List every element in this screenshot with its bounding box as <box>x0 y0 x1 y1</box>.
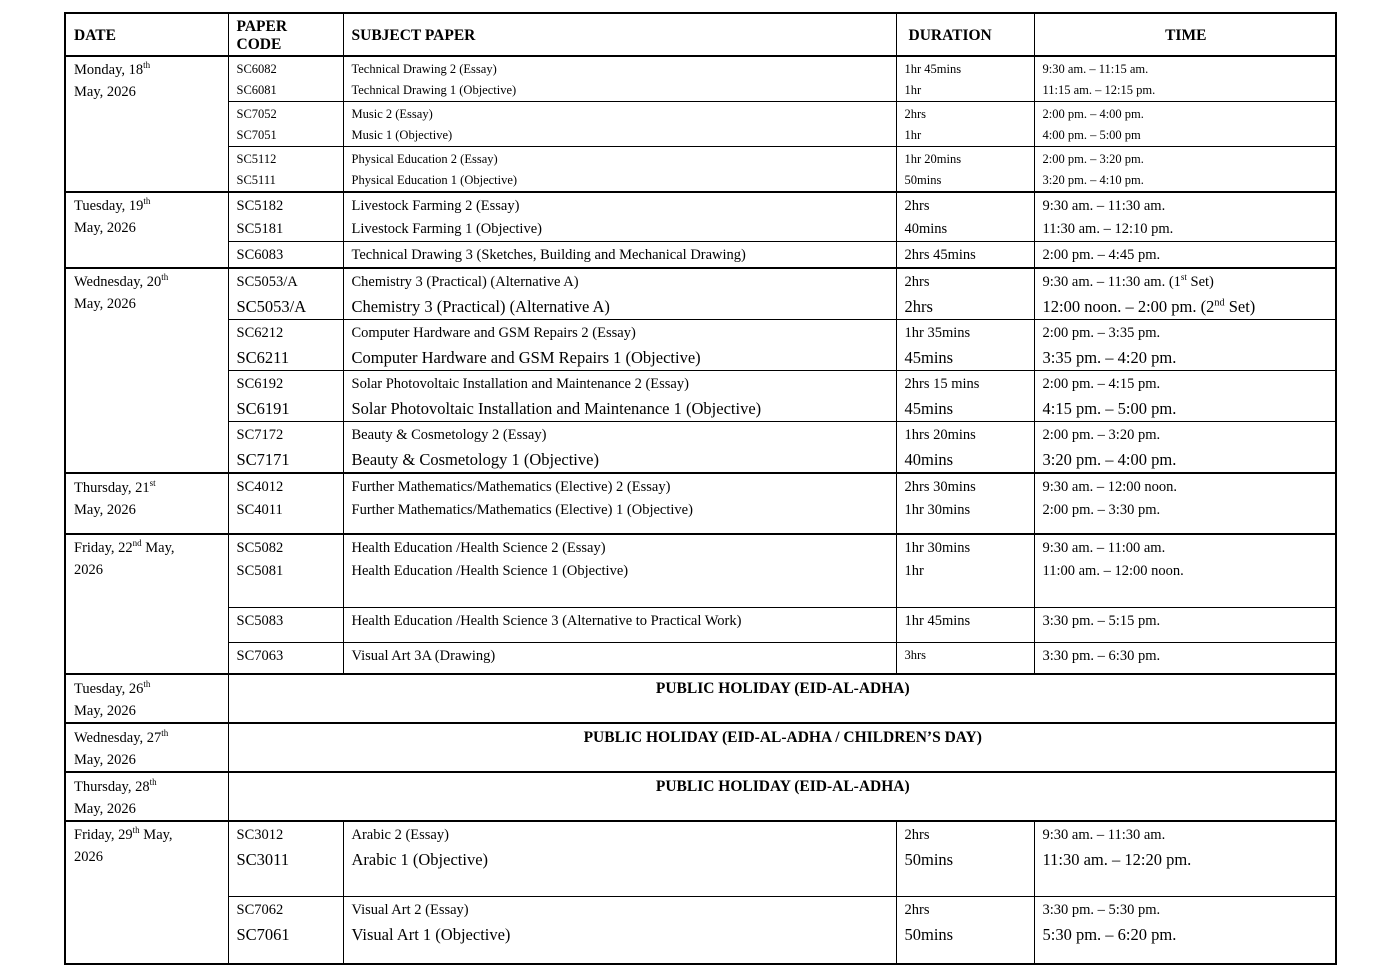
subject-cell <box>343 147 896 193</box>
duration-text: 40mins <box>904 450 954 469</box>
holiday-row <box>65 772 1336 821</box>
paper-code-text: SC5111 <box>236 173 276 187</box>
timetable-row <box>65 242 1336 269</box>
paper-code-cell <box>228 320 343 371</box>
date-cell <box>65 674 228 723</box>
date-cell <box>65 192 228 268</box>
date-text: 2026 <box>74 562 103 578</box>
header-row <box>65 13 1336 56</box>
duration-cell <box>896 56 1034 102</box>
subject-text: Technical Drawing 3 (Sketches, Building and Mechanical Drawing) <box>351 247 746 263</box>
time-text: 5:30 pm. – 6:20 pm. <box>1042 924 1177 944</box>
column-header-paper-code: PAPER CODE <box>228 13 343 56</box>
duration-text: 1hr 45mins <box>904 62 962 76</box>
paper-code-text: SC7051 <box>236 128 277 142</box>
date-cell <box>65 473 228 534</box>
paper-code-text: SC3011 <box>236 850 290 869</box>
subject-text: Beauty & Cosmetology 1 (Objective) <box>351 450 599 469</box>
holiday-text: PUBLIC HOLIDAY (EID-AL-ADHA) <box>655 680 910 697</box>
date-text: May, 2026 <box>74 801 136 817</box>
duration-text: 3hrs <box>904 647 927 662</box>
duration-text: 1hr <box>904 128 922 142</box>
time-cell <box>1034 268 1336 320</box>
time-text: 2:00 pm. – 4:45 pm. <box>1042 247 1161 263</box>
duration-text: 40mins <box>904 221 948 237</box>
time-text: 3:20 pm. – 4:00 pm. <box>1042 450 1177 469</box>
subject-text: Visual Art 3A (Drawing) <box>351 647 496 664</box>
subject-text: Physical Education 1 (Objective) <box>351 173 518 187</box>
paper-code-cell <box>228 821 343 896</box>
paper-code-text: SC6212 <box>236 325 284 341</box>
time-cell <box>1034 320 1336 371</box>
date-text: Friday, 22nd May, <box>74 538 175 556</box>
column-header-duration: DURATION <box>896 13 1034 56</box>
ordinal-superscript: th <box>143 196 151 207</box>
subject-text: Solar Photovoltaic Installation and Maintenance 1 (Objective) <box>351 399 762 418</box>
date-text: May, 2026 <box>74 84 136 100</box>
time-text: 2:00 pm. – 4:00 pm. <box>1042 107 1144 121</box>
paper-code-text: SC4011 <box>236 502 283 518</box>
time-text: 3:30 pm. – 6:30 pm. <box>1042 647 1161 664</box>
timetable-header <box>65 13 1336 56</box>
duration-text: 2hrs <box>904 198 930 214</box>
timetable-row <box>65 371 1336 422</box>
subject-text: Solar Photovoltaic Installation and Maintenance 2 (Essay) <box>351 376 689 392</box>
date-text: Monday, 18th <box>74 60 151 78</box>
paper-code-text: SC5053/A <box>236 297 307 316</box>
date-cell <box>65 56 228 192</box>
duration-cell <box>896 642 1034 674</box>
duration-cell <box>896 102 1034 147</box>
paper-code-cell <box>228 896 343 964</box>
duration-text: 2hrs <box>904 901 930 918</box>
duration-text: 50mins <box>904 850 954 869</box>
time-text: 3:20 pm. – 4:10 pm. <box>1042 173 1144 187</box>
paper-code-cell <box>228 268 343 320</box>
time-text: 9:30 am. – 11:30 am. <box>1042 198 1166 214</box>
time-cell <box>1034 102 1336 147</box>
subject-text: Chemistry 3 (Practical) (Alternative A) <box>351 274 579 290</box>
duration-cell <box>896 147 1034 193</box>
time-text: 3:30 pm. – 5:30 pm. <box>1042 901 1161 918</box>
paper-code-text: SC7062 <box>236 901 284 918</box>
ordinal-superscript: nd <box>1214 297 1225 309</box>
subject-cell <box>343 821 896 896</box>
date-cell <box>65 268 228 473</box>
time-text: 3:35 pm. – 4:20 pm. <box>1042 348 1177 367</box>
time-cell <box>1034 422 1336 474</box>
date-text: May, 2026 <box>74 220 136 236</box>
ordinal-superscript: th <box>143 60 151 71</box>
subject-cell <box>343 242 896 269</box>
duration-text: 1hr 30mins <box>904 502 971 518</box>
subject-cell <box>343 534 896 607</box>
paper-code-text: SC6211 <box>236 348 290 367</box>
subject-text: Further Mathematics/Mathematics (Elective) 2 (Essay) <box>351 479 671 495</box>
timetable-row <box>65 102 1336 147</box>
time-text: 2:00 pm. – 4:15 pm. <box>1042 376 1161 392</box>
timetable-body <box>65 56 1336 964</box>
paper-code-cell <box>228 102 343 147</box>
paper-code-text: SC7052 <box>236 107 277 121</box>
paper-code-cell <box>228 242 343 269</box>
time-text: 11:30 am. – 12:10 pm. <box>1042 221 1174 237</box>
date-text: Wednesday, 27th <box>74 728 169 746</box>
time-text: 9:30 am. – 11:00 am. <box>1042 540 1166 556</box>
ordinal-superscript: th <box>161 272 169 283</box>
paper-code-text: SC6083 <box>236 247 284 263</box>
paper-code-text: SC5112 <box>236 152 277 166</box>
timetable-row <box>65 56 1336 102</box>
paper-code-cell <box>228 147 343 193</box>
holiday-cell <box>228 674 1336 723</box>
subject-text: Further Mathematics/Mathematics (Elective) 1 (Objective) <box>351 502 693 518</box>
ordinal-superscript: th <box>143 679 151 690</box>
paper-code-text: SC5182 <box>236 198 284 214</box>
duration-text: 1hr 20mins <box>904 152 962 166</box>
paper-code-cell <box>228 534 343 607</box>
paper-code-text: SC3012 <box>236 827 284 843</box>
paper-code-text: SC5082 <box>236 540 284 556</box>
duration-text: 2hrs <box>904 297 933 316</box>
duration-text: 1hr 30mins <box>904 540 971 556</box>
subject-text: Music 2 (Essay) <box>351 107 433 121</box>
duration-text: 50mins <box>904 924 954 944</box>
subject-cell <box>343 473 896 534</box>
duration-text: 2hrs <box>904 827 930 843</box>
time-cell <box>1034 56 1336 102</box>
subject-text: Health Education /Health Science 2 (Essay) <box>351 540 606 556</box>
date-text: Tuesday, 26th <box>74 679 151 697</box>
timetable-row <box>65 896 1336 964</box>
date-cell <box>65 772 228 821</box>
paper-code-cell <box>228 192 343 242</box>
column-header-subject-paper: SUBJECT PAPER <box>343 13 896 56</box>
time-text: 11:30 am. – 12:20 pm. <box>1042 850 1192 869</box>
subject-cell <box>343 896 896 964</box>
holiday-text: PUBLIC HOLIDAY (EID-AL-ADHA / CHILDREN’S DAY) <box>583 729 982 746</box>
ordinal-superscript: nd <box>132 538 142 549</box>
duration-text: 2hrs <box>904 107 927 121</box>
paper-code-text: SC5081 <box>236 563 284 579</box>
time-text: 2:00 pm. – 3:20 pm. <box>1042 427 1161 443</box>
subject-cell <box>343 102 896 147</box>
ordinal-superscript: th <box>161 728 169 739</box>
duration-cell <box>896 896 1034 964</box>
time-text: 4:00 pm. – 5:00 pm <box>1042 128 1141 142</box>
time-text: 9:30 am. – 11:30 am. <box>1042 827 1166 843</box>
timetable-row <box>65 534 1336 607</box>
subject-text: Arabic 1 (Objective) <box>351 850 489 869</box>
paper-code-text: SC5053/A <box>236 274 298 290</box>
date-text: May, 2026 <box>74 703 136 719</box>
date-text: Tuesday, 19th <box>74 196 151 214</box>
subject-text: Computer Hardware and GSM Repairs 2 (Essay) <box>351 325 636 341</box>
timetable-row <box>65 821 1336 896</box>
subject-text: Physical Education 2 (Essay) <box>351 152 498 166</box>
duration-cell <box>896 268 1034 320</box>
time-cell <box>1034 192 1336 242</box>
subject-text: Livestock Farming 2 (Essay) <box>351 198 520 214</box>
duration-text: 50mins <box>904 173 942 187</box>
time-text: 2:00 pm. – 3:35 pm. <box>1042 325 1161 341</box>
holiday-text: PUBLIC HOLIDAY (EID-AL-ADHA) <box>655 778 910 795</box>
subject-text: Health Education /Health Science 3 (Alternative to Practical Work) <box>351 612 742 629</box>
subject-cell <box>343 607 896 642</box>
timetable-row <box>65 268 1336 320</box>
paper-code-cell <box>228 56 343 102</box>
duration-cell <box>896 607 1034 642</box>
subject-text: Arabic 2 (Essay) <box>351 827 449 843</box>
duration-cell <box>896 821 1034 896</box>
subject-text: Visual Art 2 (Essay) <box>351 901 469 918</box>
duration-text: 2hrs 45mins <box>904 247 976 263</box>
paper-code-cell <box>228 422 343 474</box>
time-text: 4:15 pm. – 5:00 pm. <box>1042 399 1177 418</box>
timetable-row <box>65 192 1336 242</box>
time-cell <box>1034 642 1336 674</box>
paper-code-text: SC6192 <box>236 376 284 392</box>
subject-text: Health Education /Health Science 1 (Objective) <box>351 563 629 579</box>
subject-cell <box>343 56 896 102</box>
exam-timetable-table <box>64 12 1337 965</box>
subject-cell <box>343 268 896 320</box>
holiday-row <box>65 674 1336 723</box>
holiday-cell <box>228 723 1336 772</box>
time-cell <box>1034 607 1336 642</box>
date-text: Wednesday, 20th <box>74 272 169 290</box>
duration-cell <box>896 320 1034 371</box>
time-text: 11:00 am. – 12:00 noon. <box>1042 563 1184 579</box>
time-cell <box>1034 371 1336 422</box>
column-header-time: TIME <box>1034 13 1336 56</box>
date-text: Thursday, 28th <box>74 777 157 795</box>
duration-cell <box>896 242 1034 269</box>
paper-code-text: SC5181 <box>236 221 284 237</box>
date-cell <box>65 821 228 964</box>
time-cell <box>1034 821 1336 896</box>
date-text: May, 2026 <box>74 752 136 768</box>
subject-text: Technical Drawing 2 (Essay) <box>351 62 497 76</box>
timetable-row <box>65 320 1336 371</box>
subject-text: Music 1 (Objective) <box>351 128 453 142</box>
date-cell <box>65 534 228 674</box>
timetable-row <box>65 607 1336 642</box>
subject-text: Technical Drawing 1 (Objective) <box>351 83 517 97</box>
subject-text: Livestock Farming 1 (Objective) <box>351 221 542 237</box>
subject-text: Chemistry 3 (Practical) (Alternative A) <box>351 297 610 316</box>
time-text: 11:15 am. – 12:15 pm. <box>1042 83 1156 97</box>
subject-cell <box>343 422 896 474</box>
duration-cell <box>896 473 1034 534</box>
timetable-row <box>65 147 1336 193</box>
subject-cell <box>343 192 896 242</box>
time-cell <box>1034 473 1336 534</box>
paper-code-text: SC7171 <box>236 450 290 469</box>
ordinal-superscript: th <box>149 777 157 788</box>
paper-code-text: SC7172 <box>236 427 284 443</box>
duration-text: 1hrs 20mins <box>904 427 976 443</box>
timetable-row <box>65 473 1336 534</box>
duration-text: 45mins <box>904 399 954 418</box>
holiday-row <box>65 723 1336 772</box>
time-cell <box>1034 896 1336 964</box>
duration-text: 2hrs <box>904 274 930 290</box>
paper-code-text: SC5083 <box>236 612 284 629</box>
paper-code-cell <box>228 607 343 642</box>
duration-text: 1hr <box>904 563 924 579</box>
column-header-date: DATE <box>65 13 228 56</box>
ordinal-superscript: st <box>1180 272 1187 283</box>
date-text: 2026 <box>74 849 103 865</box>
subject-cell <box>343 371 896 422</box>
duration-text: 1hr <box>904 83 922 97</box>
duration-text: 2hrs 15 mins <box>904 376 980 392</box>
paper-code-text: SC4012 <box>236 479 284 495</box>
holiday-cell <box>228 772 1336 821</box>
time-text: 3:30 pm. – 5:15 pm. <box>1042 612 1161 629</box>
duration-cell <box>896 371 1034 422</box>
time-cell <box>1034 242 1336 269</box>
paper-code-cell <box>228 473 343 534</box>
date-text: Friday, 29th May, <box>74 825 173 843</box>
duration-cell <box>896 192 1034 242</box>
time-cell <box>1034 534 1336 607</box>
duration-text: 2hrs 30mins <box>904 479 976 495</box>
date-cell <box>65 723 228 772</box>
paper-code-text: SC6081 <box>236 83 277 97</box>
subject-text: Beauty & Cosmetology 2 (Essay) <box>351 427 547 443</box>
duration-cell <box>896 422 1034 474</box>
time-text: 2:00 pm. – 3:30 pm. <box>1042 502 1161 518</box>
timetable-row <box>65 422 1336 474</box>
paper-code-cell <box>228 371 343 422</box>
time-text: 12:00 noon. – 2:00 pm. (2nd Set) <box>1042 297 1256 316</box>
duration-text: 1hr 45mins <box>904 612 971 629</box>
date-text: Thursday, 21st <box>74 478 156 496</box>
paper-code-cell <box>228 642 343 674</box>
date-text: May, 2026 <box>74 502 136 518</box>
exam-timetable-sheet <box>64 12 1337 965</box>
subject-cell <box>343 320 896 371</box>
duration-text: 1hr 35mins <box>904 325 971 341</box>
subject-text: Computer Hardware and GSM Repairs 1 (Objective) <box>351 348 701 367</box>
paper-code-text: SC6082 <box>236 62 277 76</box>
paper-code-text: SC7061 <box>236 924 290 944</box>
subject-text: Visual Art 1 (Objective) <box>351 924 511 944</box>
duration-text: 45mins <box>904 348 954 367</box>
ordinal-superscript: th <box>132 825 140 836</box>
duration-cell <box>896 534 1034 607</box>
paper-code-text: SC6191 <box>236 399 290 418</box>
date-text: May, 2026 <box>74 296 136 312</box>
time-text: 9:30 am. – 11:15 am. <box>1042 62 1149 76</box>
timetable-row <box>65 642 1336 674</box>
subject-cell <box>343 642 896 674</box>
time-text: 9:30 am. – 11:30 am. (1st Set) <box>1042 272 1214 290</box>
time-cell <box>1034 147 1336 193</box>
time-text: 2:00 pm. – 3:20 pm. <box>1042 152 1144 166</box>
ordinal-superscript: st <box>149 478 156 489</box>
time-text: 9:30 am. – 12:00 noon. <box>1042 479 1178 495</box>
paper-code-text: SC7063 <box>236 647 284 664</box>
